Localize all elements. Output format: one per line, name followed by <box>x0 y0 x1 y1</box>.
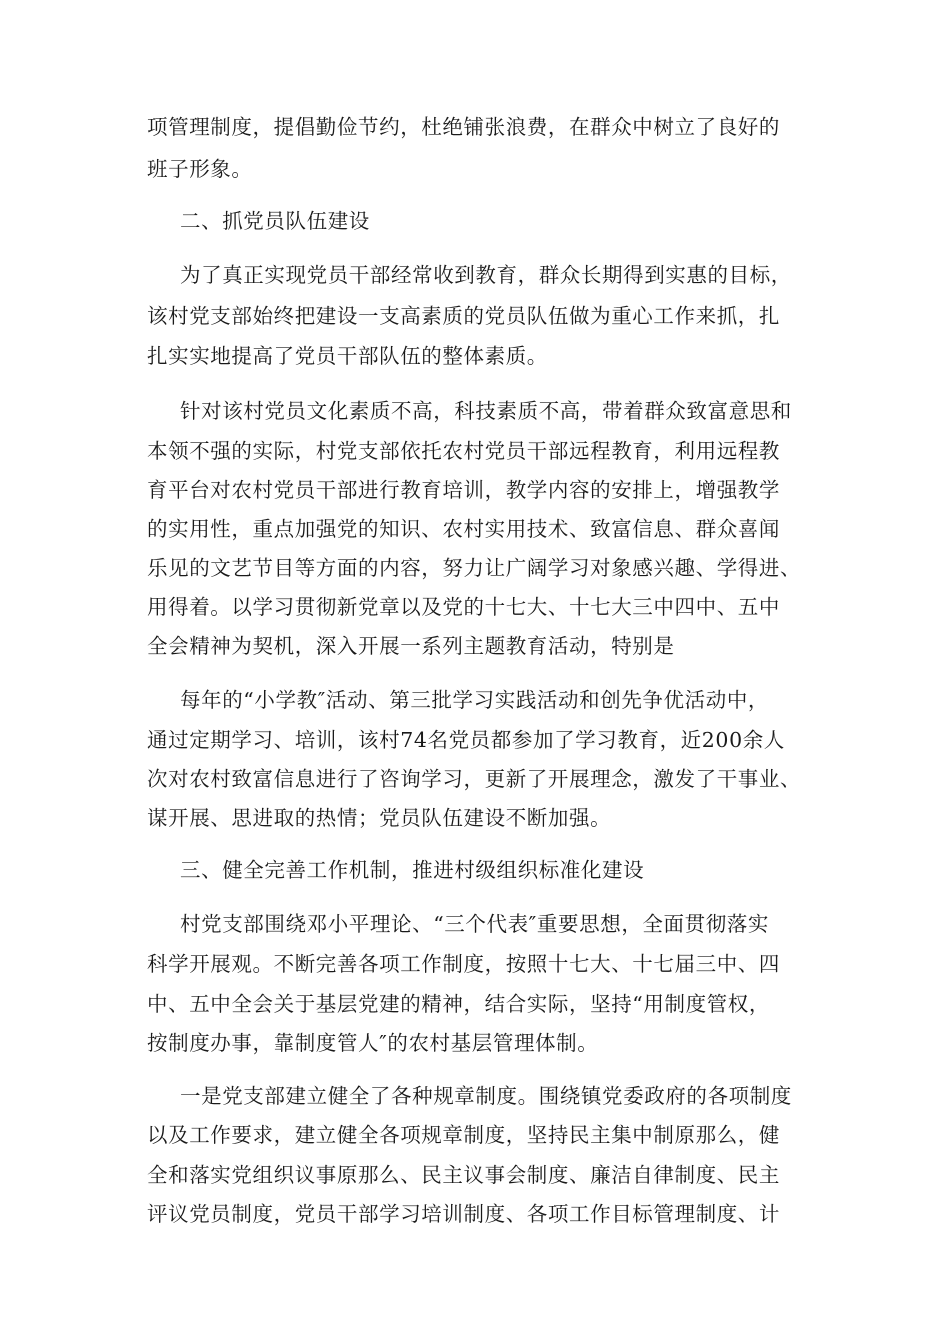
text-line: 科学开展观。不断完善各项工作制度，按照十七大、十七届三中、四 <box>147 952 780 976</box>
text-line: 全和落实党组织议事原那么、民主议事会制度、廉洁自律制度、民主 <box>147 1163 780 1187</box>
text-line: 扎实实地提高了党员干部队伍的整体素质。 <box>147 344 548 368</box>
text-line: 本领不强的实际，村党支部依托农村党员干部远程教育，利用远程教 <box>147 439 780 463</box>
text-line: 谋开展、思进取的热情；党员队伍建设不断加强。 <box>147 806 612 830</box>
text-line: 村党支部围绕邓小平理论、“三个代表″重要思想，全面贯彻落实 <box>180 912 770 936</box>
section-heading: 二、抓党员队伍建设 <box>180 209 370 233</box>
text-line: 通过定期学习、培训，该村74名党员都参加了学习教育，近200余人 <box>147 728 785 752</box>
text-line: 班子形象。 <box>147 157 253 181</box>
text-line: 为了真正实现党员干部经常收到教育，群众长期得到实惠的目标， <box>180 263 792 287</box>
text-line: 评议党员制度，党员干部学习培训制度、各项工作目标管理制度、计 <box>147 1202 780 1226</box>
text-line: 一是党支部建立健全了各种规章制度。围绕镇党委政府的各项制度 <box>180 1084 792 1108</box>
text-line: 全会精神为契机，深入开展一系列主题教育活动，特别是 <box>147 634 675 658</box>
text-line: 项管理制度，提倡勤俭节约，杜绝铺张浪费，在群众中树立了良好的 <box>147 115 780 139</box>
text-line: 针对该村党员文化素质不高，科技素质不高，带着群众致富意思和 <box>180 399 792 423</box>
text-line: 每年的“小学教″活动、第三批学习实践活动和创先争优活动中， <box>180 688 770 712</box>
text-line: 次对农村致富信息进行了咨询学习，更新了开展理念，激发了干事业、 <box>147 767 802 791</box>
section-heading: 三、健全完善工作机制，推进村级组织标准化建设 <box>180 858 645 882</box>
text-line: 中、五中全会关于基层党建的精神，结合实际，坚持“用制度管权， <box>147 992 770 1016</box>
text-line: 的实用性，重点加强党的知识、农村实用技术、致富信息、群众喜闻 <box>147 517 780 541</box>
text-line: 育平台对农村党员干部进行教育培训，教学内容的安排上，增强教学 <box>147 478 780 502</box>
text-line: 乐见的文艺节目等方面的内容，努力让广阔学习对象感兴趣、学得进、 <box>147 556 802 580</box>
text-line: 该村党支部始终把建设一支高素质的党员队伍做为重心工作来抓，扎 <box>147 304 780 328</box>
text-line: 以及工作要求，建立健全各项规章制度，坚持民主集中制原那么，健 <box>147 1123 780 1147</box>
text-line: 按制度办事，靠制度管人″的农村基层管理体制。 <box>147 1031 599 1055</box>
text-line: 用得着。以学习贯彻新党章以及党的十七大、十七大三中四中、五中 <box>147 595 780 619</box>
